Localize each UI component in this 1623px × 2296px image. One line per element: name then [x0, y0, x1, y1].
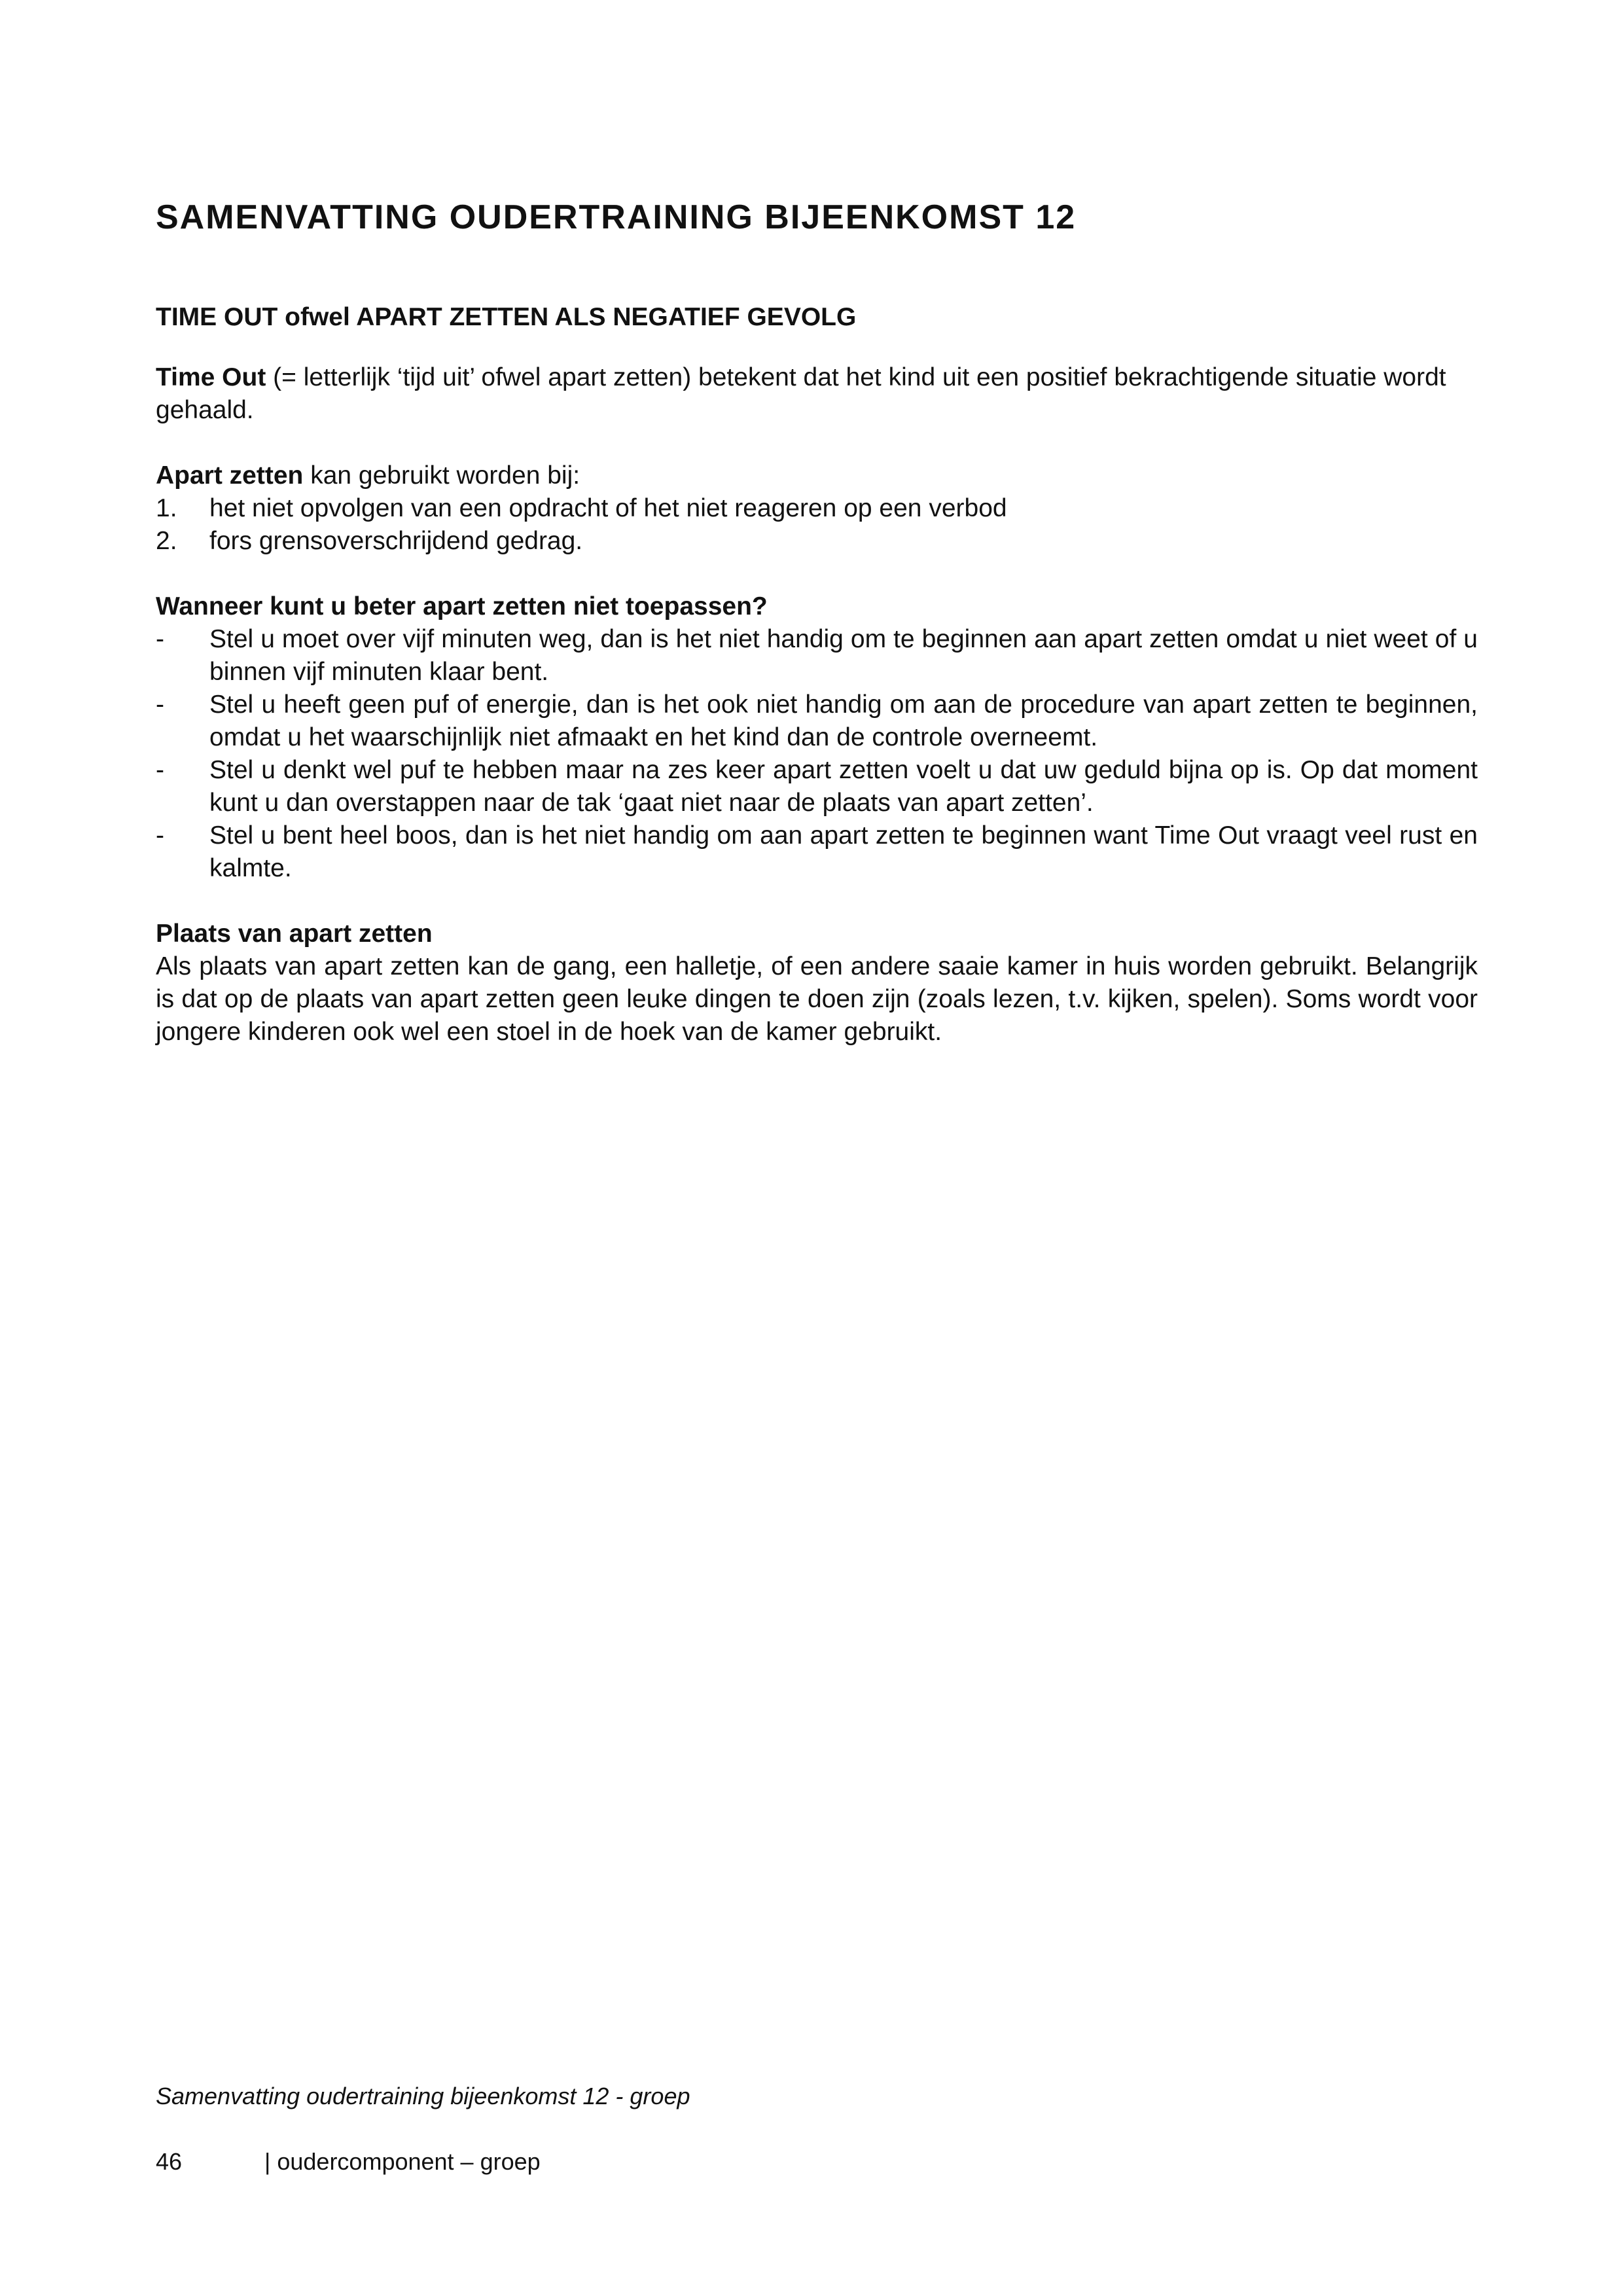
list-item	[156, 525, 1478, 558]
list-item-text: Stel u moet over vijf minuten weg, dan is het niet handig om te beginnen aan apart zetten omdat u niet weet of u binnen vijf minuten klaar bent.	[209, 625, 1478, 686]
usage-list	[156, 492, 1478, 558]
list-item-text: het niet opvolgen van een opdracht of het niet reageren op een verbod	[209, 494, 1007, 522]
list-number: 2.	[156, 527, 177, 555]
list-bullet: -	[156, 691, 164, 719]
list-number: 1.	[156, 494, 177, 522]
page-footer	[156, 2147, 541, 2177]
usage-term: Apart zetten	[156, 461, 304, 490]
list-bullet: -	[156, 756, 164, 784]
page-content	[156, 196, 1478, 1049]
when-not-heading: Wanneer kunt u beter apart zetten niet toepassen?	[156, 592, 768, 620]
list-bullet: -	[156, 625, 164, 653]
place-section	[156, 918, 1478, 1049]
list-item-text: Stel u heeft geen puf of energie, dan is het ook niet handig om aan de procedure van apart zetten te beginnen, omdat u het waarschijnlijk niet afmaakt en het kind dan de controle overneemt.	[209, 691, 1478, 751]
footer-section-label: | oudercomponent – groep	[264, 2148, 541, 2175]
usage-section	[156, 459, 1478, 558]
usage-intro	[156, 459, 1478, 492]
definition-term: Time Out	[156, 363, 266, 391]
list-item	[156, 819, 1478, 885]
page-title: SAMENVATTING OUDERTRAINING BIJEENKOMST 12	[156, 198, 1077, 236]
definition-paragraph	[156, 361, 1478, 427]
definition-text: (= letterlijk ‘tijd uit’ ofwel apart zetten) betekent dat het kind uit een positief bekrachtigende situatie wordt gehaald.	[156, 363, 1446, 424]
list-item	[156, 623, 1478, 689]
list-item-text: Stel u bent heel boos, dan is het niet handig om aan apart zetten te beginnen want Time Out vraagt veel rust en kalmte.	[209, 821, 1478, 882]
section-heading: TIME OUT ofwel APART ZETTEN ALS NEGATIEF GEVOLG	[156, 303, 857, 331]
place-paragraph: Als plaats van apart zetten kan de gang, een halletje, of een andere saaie kamer in huis worden gebruikt. Belangrijk is dat op de plaats van apart zetten geen leuke dingen te doen zijn (zoals lezen, t.v. kijken, spelen). Soms wordt voor jongere kinderen ook wel een stoel in de hoek van de kamer gebruikt.	[156, 952, 1478, 1046]
when-not-section	[156, 590, 1478, 885]
usage-text: kan gebruikt worden bij:	[303, 461, 580, 490]
list-item-text: Stel u denkt wel puf te hebben maar na zes keer apart zetten voelt u dat uw geduld bijna op is. Op dat moment kunt u dan overstappen naar de tak ‘gaat niet naar de plaats van apart zetten’.	[209, 756, 1478, 817]
list-item-text: fors grensoverschrijdend gedrag.	[209, 527, 583, 555]
place-heading: Plaats van apart zetten	[156, 920, 433, 948]
list-item	[156, 689, 1478, 754]
footer-caption: Samenvatting oudertraining bijeenkomst 12 - groep	[156, 2083, 690, 2109]
list-bullet: -	[156, 821, 164, 850]
page-number: 46	[156, 2148, 183, 2175]
list-item	[156, 754, 1478, 819]
when-not-list	[156, 623, 1478, 885]
list-item	[156, 492, 1478, 525]
